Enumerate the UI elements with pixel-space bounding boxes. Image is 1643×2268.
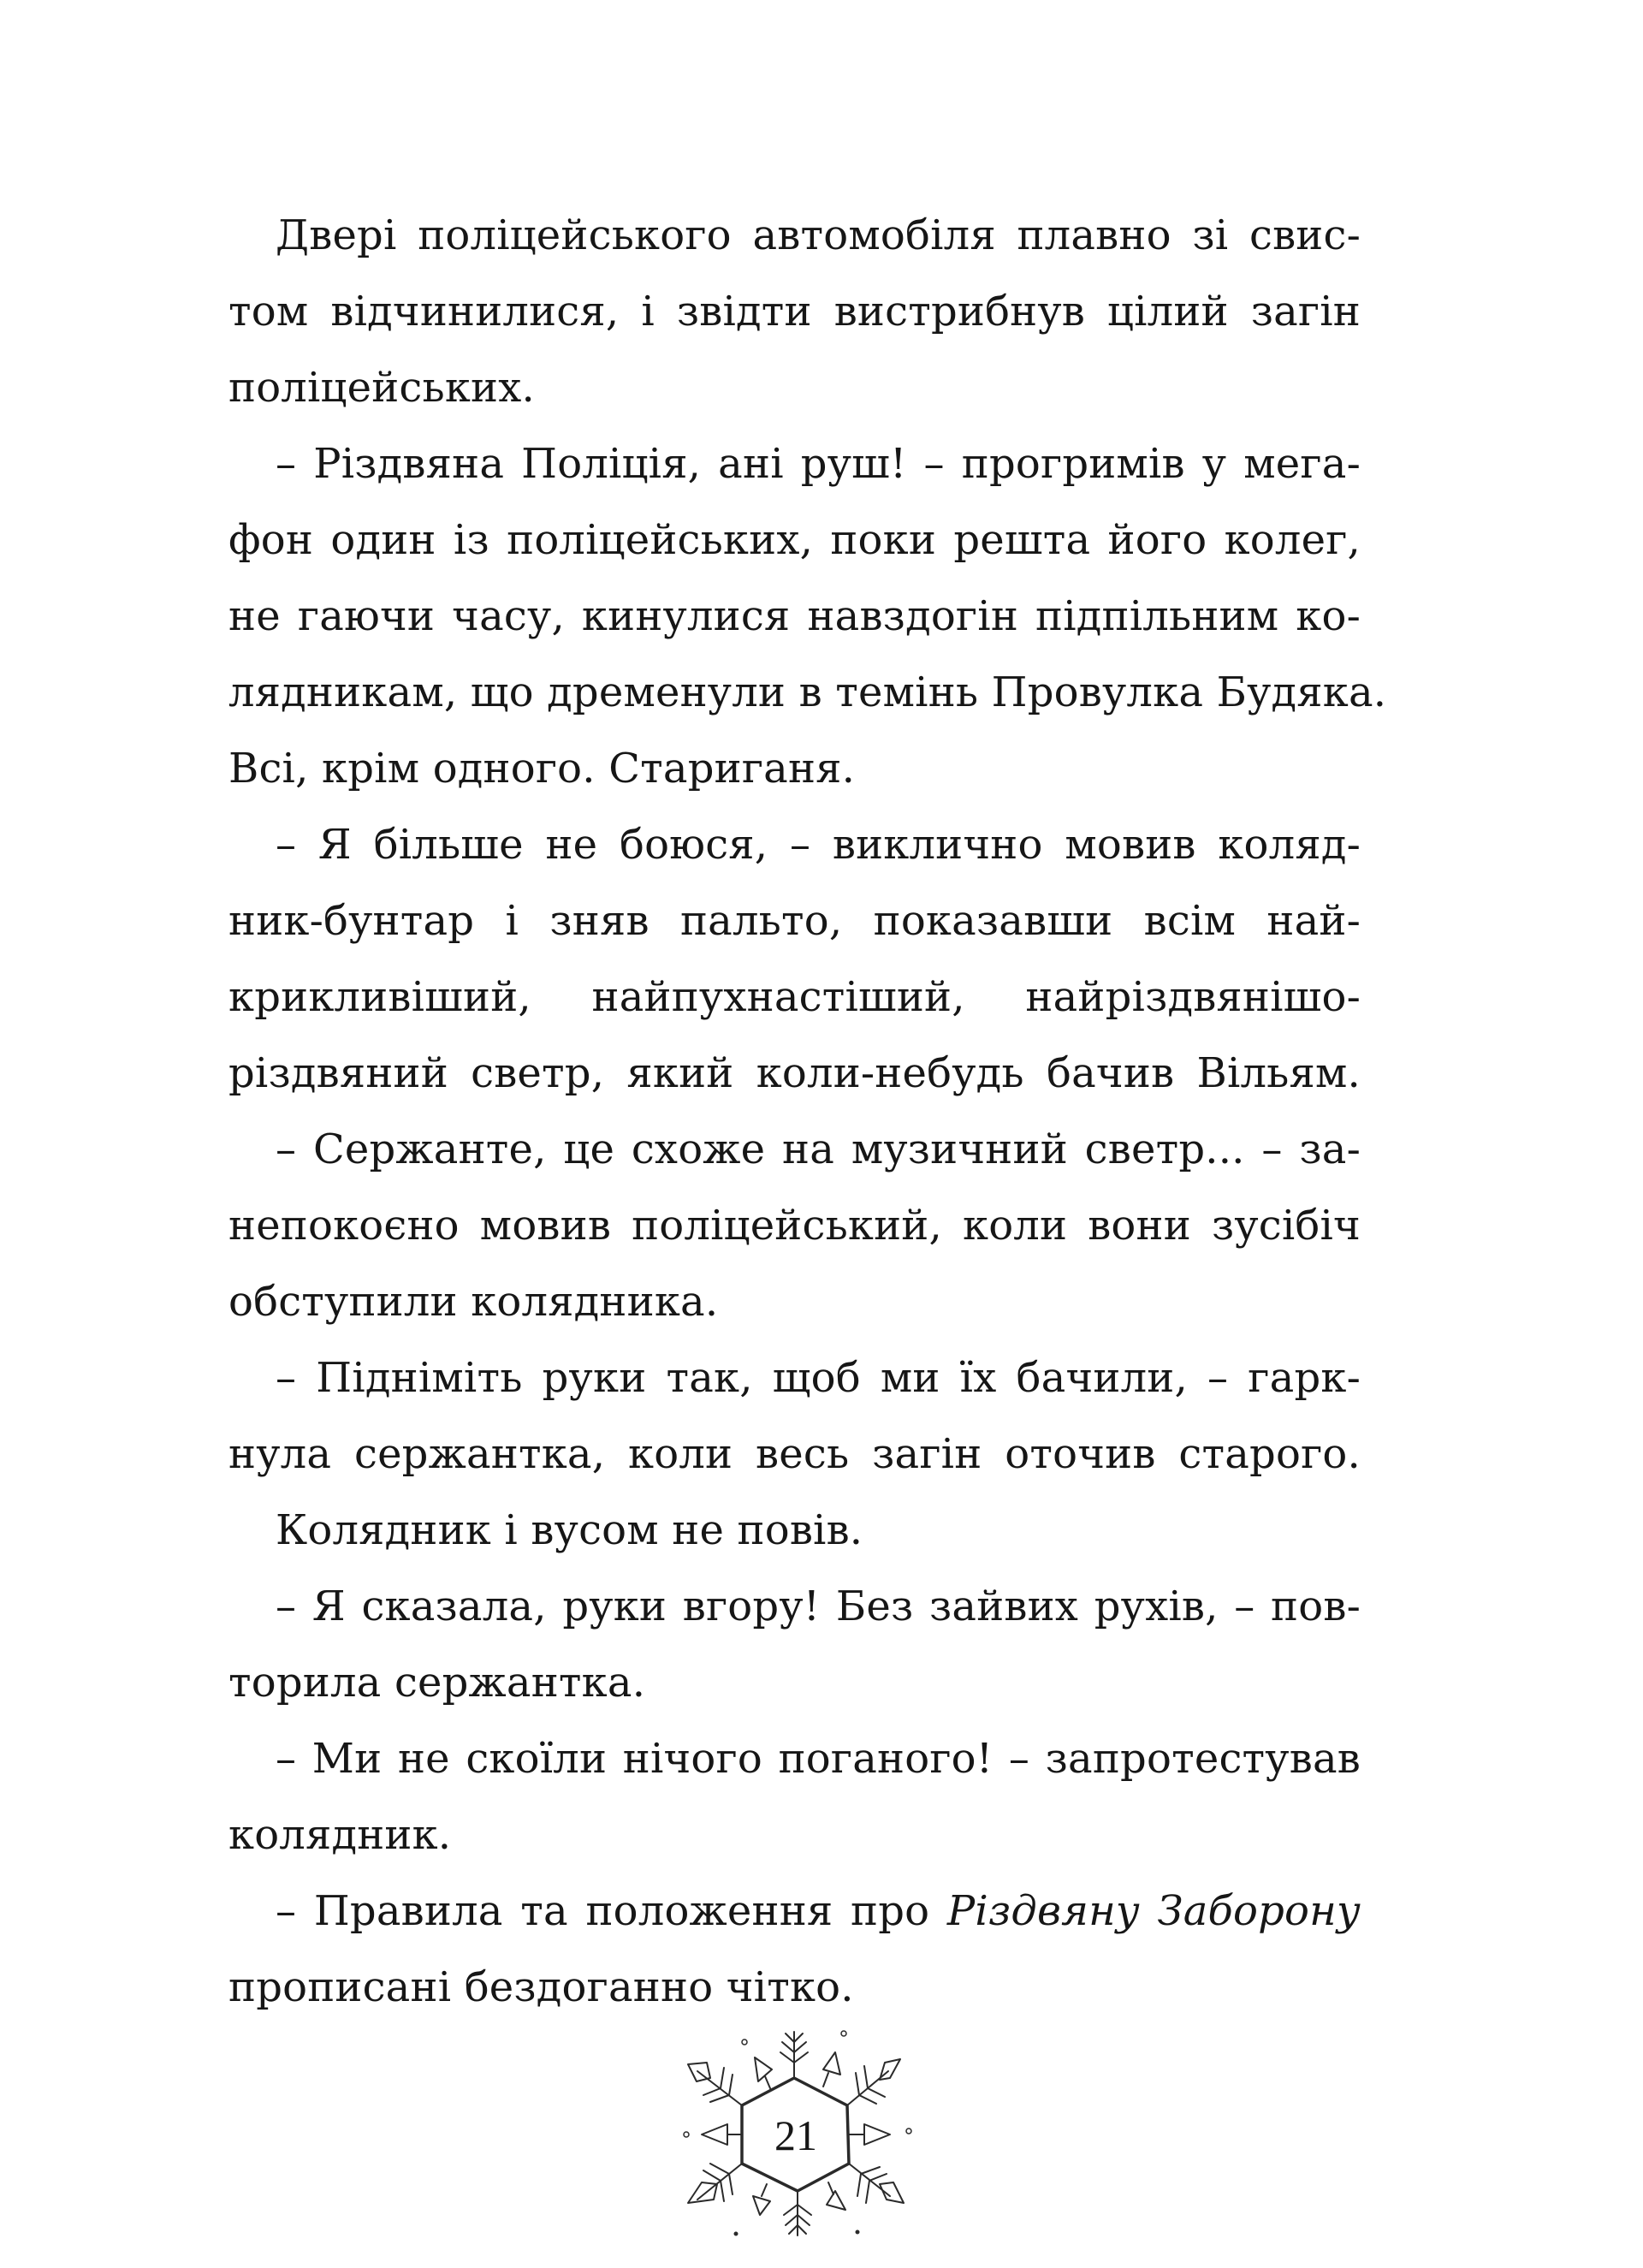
text-line: ник-бунтар і зняв пальто, показавши всім най- [228,897,1361,945]
text-line: – Підніміть руки так, щоб ми їх бачили, – гарк- [276,1354,1361,1402]
page-number: 21 [774,2111,817,2159]
text-line: Двері поліцейського автомобіля плавно зі свис- [276,211,1361,259]
body-text [228,198,1387,2026]
text-line: нула сержантка, коли весь загін оточив старого. [228,1430,1361,1478]
text-line: – Я більше не боюся, – виклично мовив коляд- [276,821,1361,869]
text-line: Всі, крім одного. Стариганя. [228,745,856,793]
italic-title-text: Різдвяну Заборону [946,1887,1361,1935]
text-line: не гаючи часу, кинулися навздогін підпільним ко- [228,592,1361,640]
text-line: крикливіший, найпухнастіший, найріздвянішо- [228,973,1361,1021]
text-line-regular: – Правила та положення про [276,1887,947,1935]
text-line: різдвяний светр, який коли-небудь бачив Вільям. [228,1049,1361,1097]
text-line: колядник. [228,1811,452,1859]
text-line: – Різдвяна Поліція, ані руш! – прогримів у мега- [276,440,1361,488]
text-line: торила сержантка. [228,1659,646,1707]
text-line [228,1873,1361,1950]
text-line: лядникам, що дременули в темінь Провулка Будяка. [228,668,1387,716]
text-line: прописані бездоганно чітко. [228,1963,854,2011]
text-line: – Ми не скоїли нічого поганого! – запротестував [276,1735,1361,1783]
text-line: – Сержанте, це схоже на музичний светр... – за- [276,1125,1361,1173]
text-line: Колядник і вусом не повів. [276,1506,863,1554]
text-line: непокоєно мовив поліцейський, коли вони зусібіч [228,1202,1361,1250]
text-line: – Я сказала, руки вгору! Без зайвих рухів, – пов- [276,1582,1361,1630]
text-line: том відчинилися, і звідти вистрибнув цілий загін [228,288,1361,335]
text-line: фон один із поліцейських, поки решта його колег, [228,516,1361,564]
text-line: поліцейських. [228,364,535,412]
text-line: обступили колядника. [228,1278,719,1326]
